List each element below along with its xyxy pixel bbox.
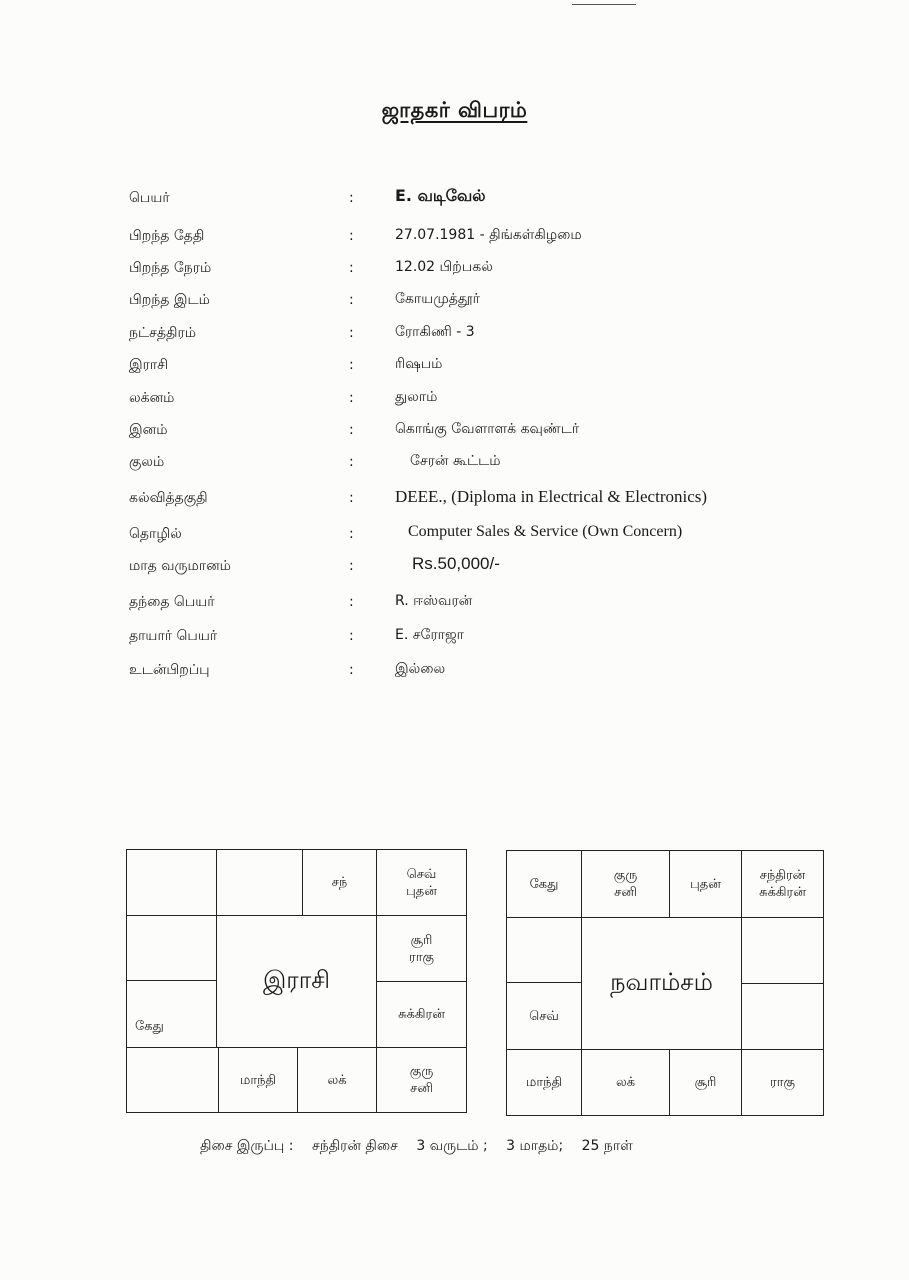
dasa-years: 3 வருடம் ; [416, 1138, 488, 1154]
dasa-name: சந்திரன் திசை [311, 1138, 398, 1154]
detail-value: 27.07.1981 - திங்கள்கிழமை [395, 227, 582, 243]
detail-value: சேரன் கூட்டம் [410, 453, 501, 469]
detail-row-income [0, 552, 909, 582]
detail-colon: : [349, 558, 354, 574]
detail-colon: : [349, 260, 354, 276]
rasi-cell-r1c4 [376, 849, 467, 916]
detail-label: பெயர் [129, 190, 170, 206]
detail-row-birth-place [0, 286, 909, 316]
detail-row-rasi [0, 351, 909, 381]
detail-row-community [0, 416, 909, 446]
planet-label: மாந்தி [239, 1072, 277, 1088]
navamsa-cell-r1c4 [741, 850, 824, 918]
rasi-center [216, 915, 377, 1048]
detail-value: Computer Sales & Service (Own Concern) [408, 523, 683, 540]
detail-row-occupation [0, 520, 909, 550]
rasi-cell-r2c1 [126, 915, 217, 981]
page-title [0, 98, 909, 125]
planet-label: லக் [615, 1075, 636, 1090]
rasi-cell-r4c3 [297, 1047, 377, 1113]
detail-colon: : [349, 357, 354, 373]
planet-label: சனி [614, 885, 637, 900]
planet-label: புதன் [406, 883, 437, 899]
detail-row-siblings [0, 656, 909, 686]
detail-row-education [0, 484, 909, 514]
detail-label: நட்சத்திரம் [129, 325, 196, 341]
planet-label: சுக்கிரன் [398, 1007, 445, 1022]
planet-label: சூரி [694, 1075, 717, 1090]
detail-label: தொழில் [129, 526, 182, 542]
rasi-center-label: இராசி [262, 966, 331, 994]
detail-label: குலம் [129, 454, 165, 470]
planet-label: புதன் [690, 876, 721, 892]
planet-label: குரு [613, 868, 638, 883]
navamsa-center [581, 917, 742, 1050]
rasi-cell-r1c1 [126, 849, 217, 916]
navamsa-cell-r4c1 [506, 1049, 582, 1116]
navamsa-cell-r1c2 [581, 850, 670, 918]
navamsa-cell-r4c4 [741, 1049, 824, 1116]
scan-line-top [572, 4, 636, 5]
detail-value: இல்லை [395, 661, 446, 677]
rasi-cell-r1c2 [216, 849, 303, 916]
detail-colon: : [349, 292, 354, 308]
rasi-cell-r4c4 [376, 1047, 467, 1113]
detail-colon: : [349, 662, 354, 678]
detail-row-birth-time [0, 254, 909, 284]
detail-label: பிறந்த தேதி [129, 228, 205, 244]
planet-label: சூரி [410, 932, 433, 948]
planet-label: லக் [327, 1072, 347, 1088]
navamsa-cell-r1c3 [669, 850, 742, 918]
planet-label: ராகு [770, 1075, 795, 1090]
rasi-cell-r4c1 [126, 1047, 219, 1113]
detail-value: துலாம் [395, 389, 438, 405]
rasi-cell-r3c4 [376, 981, 467, 1048]
planet-label: சந்திரன் [759, 868, 806, 883]
detail-colon: : [349, 422, 354, 438]
detail-value: E. வடிவேல் [395, 186, 486, 205]
dasa-days: 25 நாள் [581, 1138, 633, 1154]
rasi-cell-r1c3 [302, 849, 377, 916]
planet-label: சந் [331, 875, 348, 890]
detail-value: E. சரோஜா [395, 627, 464, 643]
detail-label: தாயார் பெயர் [129, 628, 218, 644]
detail-label: பிறந்த இடம் [129, 292, 210, 308]
navamsa-cell-r1c1 [506, 850, 582, 918]
planet-label: செவ் [529, 1008, 559, 1024]
detail-value: 12.02 பிற்பகல் [395, 259, 493, 275]
detail-label: உடன்பிறப்பு [129, 662, 210, 678]
detail-value: ரிஷபம் [395, 356, 443, 372]
planet-label: செவ் [406, 866, 437, 882]
detail-label: கல்வித்தகுதி [129, 490, 208, 506]
detail-label: மாத வருமானம் [129, 558, 231, 574]
navamsa-chart [506, 850, 824, 1116]
navamsa-cell-r4c2 [581, 1049, 670, 1116]
detail-value: R. ஈஸ்வரன் [395, 593, 473, 609]
detail-value: ரோகிணி - 3 [395, 324, 475, 340]
detail-value: DEEE., (Diploma in Electrical & Electronics) [395, 487, 708, 506]
navamsa-cell-r4c3 [669, 1049, 742, 1116]
detail-label: லக்னம் [129, 390, 175, 406]
detail-row-name [0, 184, 909, 214]
navamsa-center-label: நவாம்சம் [610, 968, 713, 996]
dasa-balance-label: திசை இருப்பு : [200, 1138, 294, 1154]
detail-value: கோயமுத்தூர் [395, 291, 480, 307]
detail-row-lagnam [0, 384, 909, 414]
detail-colon: : [349, 228, 354, 244]
planet-label: சுக்கிரன் [759, 885, 806, 900]
detail-row-star [0, 319, 909, 349]
detail-colon: : [349, 390, 354, 406]
rasi-cell-r3c1 [126, 980, 217, 1048]
detail-colon: : [349, 325, 354, 341]
rasi-cell-r2c4 [376, 915, 467, 982]
planet-label: ராகு [409, 949, 434, 965]
detail-colon: : [349, 454, 354, 470]
detail-colon: : [349, 628, 354, 644]
detail-label: இனம் [129, 422, 168, 438]
detail-label: தந்தை பெயர் [129, 594, 215, 610]
page-title-text: ஜாதகர் விபரம் [381, 98, 528, 122]
dasa-months: 3 மாதம்; [506, 1138, 564, 1154]
planet-label: மாந்தி [525, 1075, 563, 1090]
detail-colon: : [349, 526, 354, 542]
planet-label: குரு [409, 1064, 434, 1079]
detail-label: இராசி [129, 357, 169, 373]
detail-colon: : [349, 490, 354, 506]
detail-row-clan [0, 448, 909, 478]
detail-value: கொங்கு வேளாளக் கவுண்டர் [395, 421, 580, 437]
detail-value: Rs.50,000/- [412, 554, 500, 573]
dasa-balance [200, 1138, 647, 1156]
detail-row-mother-name [0, 622, 909, 652]
planet-label: சனி [410, 1081, 433, 1096]
navamsa-cell-r3c4 [741, 983, 824, 1050]
rasi-cell-r4c2 [218, 1047, 298, 1113]
navamsa-cell-r2c4 [741, 917, 824, 984]
detail-colon: : [349, 190, 354, 206]
navamsa-cell-r2c1 [506, 917, 582, 983]
detail-row-birth-date [0, 222, 909, 252]
rasi-chart [126, 849, 467, 1113]
planet-label: கேது [135, 1019, 164, 1034]
planet-label: கேது [529, 876, 559, 892]
detail-label: பிறந்த நேரம் [129, 260, 212, 276]
detail-row-father-name [0, 588, 909, 618]
detail-colon: : [349, 594, 354, 610]
navamsa-cell-r3c1 [506, 982, 582, 1050]
